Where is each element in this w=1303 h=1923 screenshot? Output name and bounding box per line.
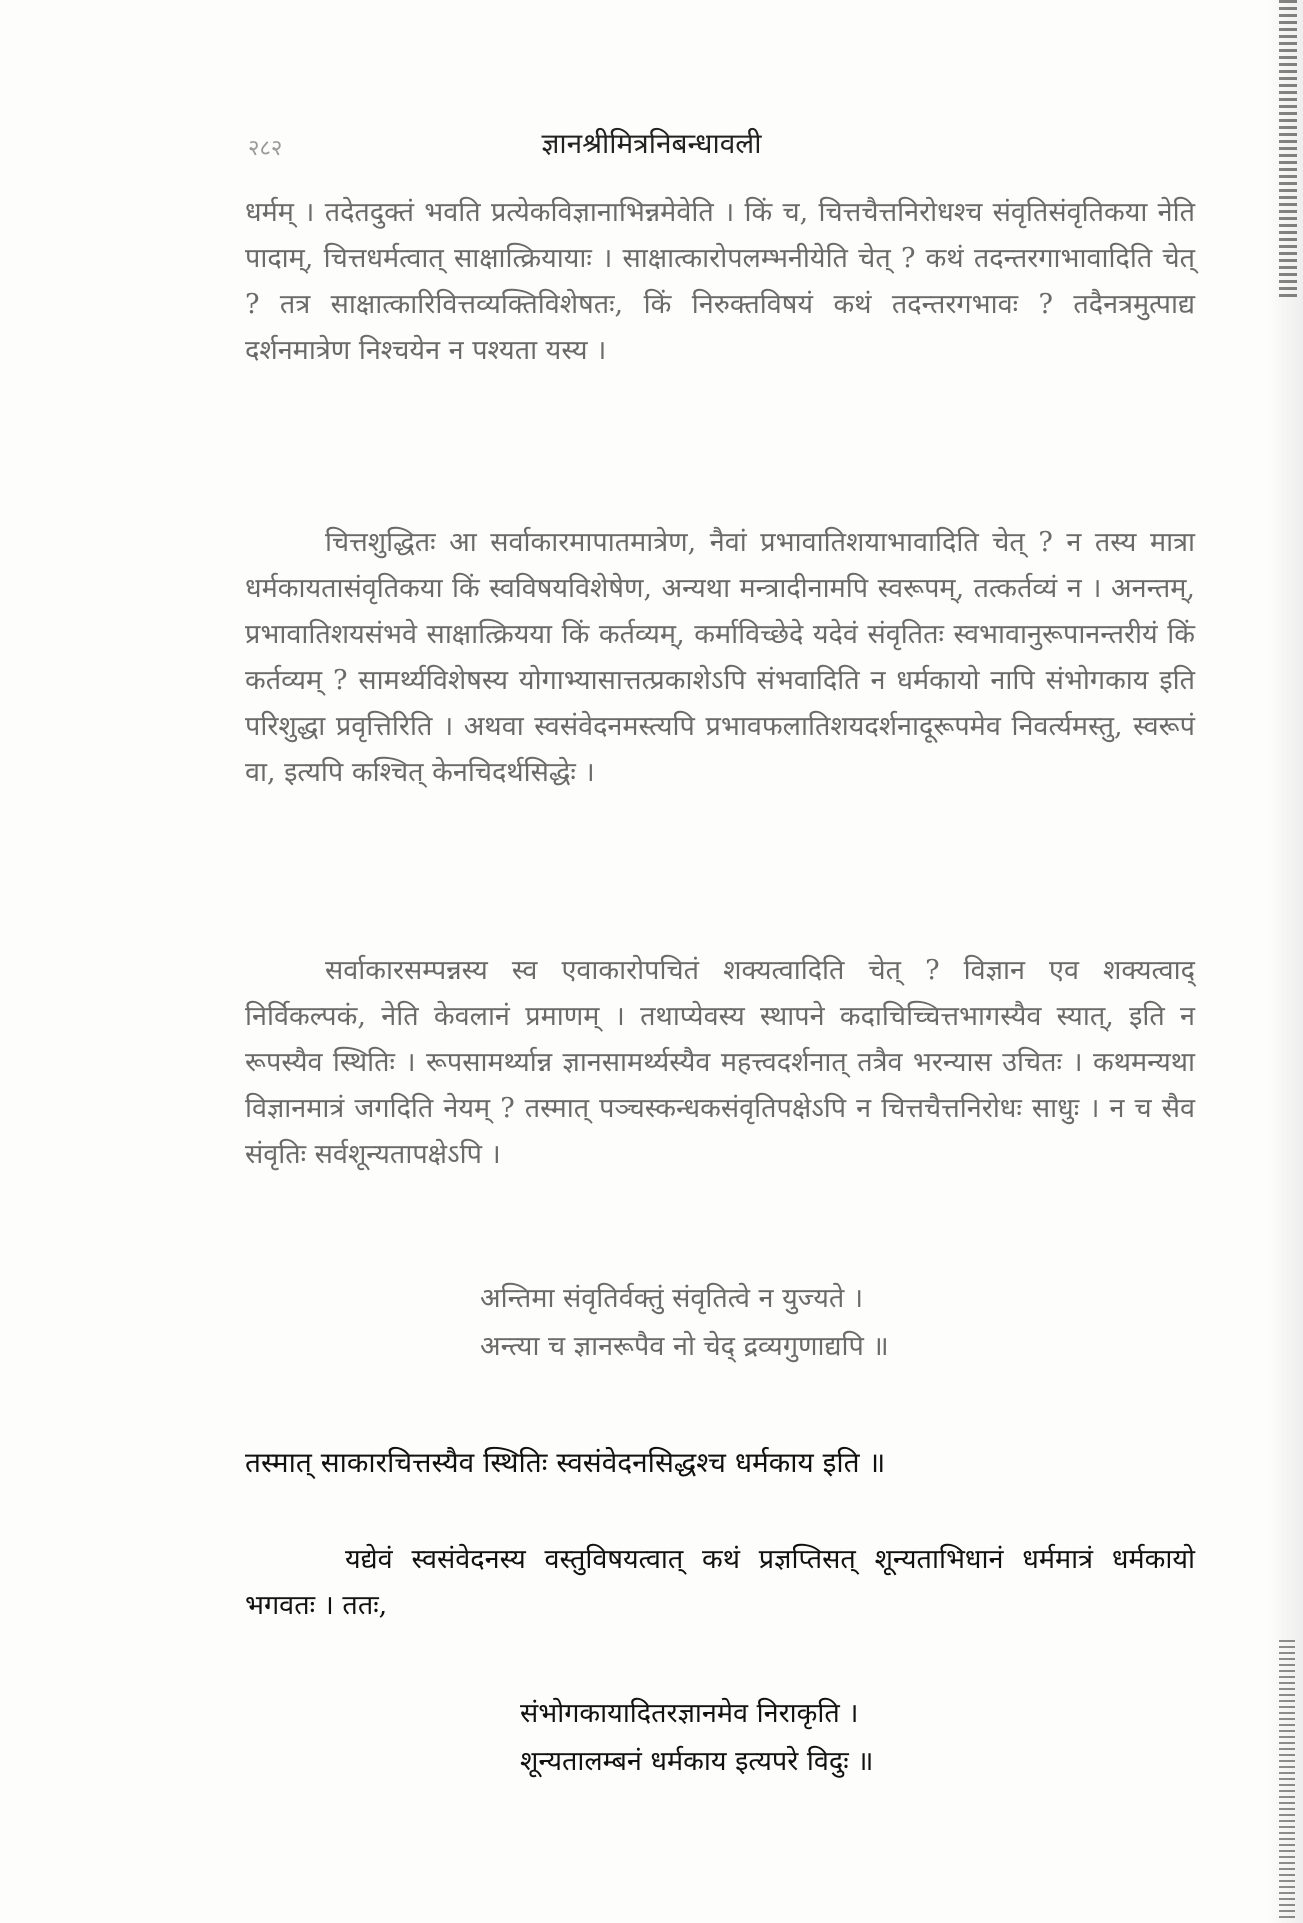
verse-2 <box>520 1690 1303 1786</box>
verse-1 <box>480 1275 1303 1371</box>
verse-1-line-1: अन्तिमा संवृतिर्वक्तुं संवृतित्वे न युज्यते । <box>480 1283 864 1314</box>
paragraph-3: सर्वाकारसम्पन्नस्य स्व एवाकारोपचितं शक्यत्वादिति चेत् ? विज्ञान एव शक्यत्वाद् निर्विकल्पकं, नेति केवलानं प्रमाणम् । तथाप्येवस्य स्थापने कदाचिच्चित्तभागस्यैव स्यात्, इति न रूपस्यैव स्थितिः । रूपसामर्थ्यान्न ज्ञानसामर्थ्यस्यैव महत्त्वदर्शनात् तत्रैव भरन्यास उचितः । कथमन्यथा विज्ञानमात्रं जगदिति नेयम् ? तस्मात् पञ्चस्कन्धकसंवृतिपक्षेऽपि न चित्तचैत्तनिरोधः साधुः । न च सैव संवृतिः सर्वशून्यतापक्षेऽपि । <box>245 955 1195 1170</box>
paragraph-1: धर्मम् । तदेतदुक्तं भवति प्रत्येकविज्ञानाभिन्नमेवेति । किं च, चित्तचैत्तनिरोधश्च संवृतिसंवृतिकया नेति पादाम्, चित्तधर्मत्वात् साक्षात्क्रियायाः । साक्षात्कारोपलम्भनीयेति चेत् ? कथं तदन्तरगाभावादिति चेत् ? तत्र साक्षात्कारिवित्तव्यक्तिविशेषतः, किं निरुक्तविषयं कथं तदन्तरगभावः ? तदैनत्रमुत्पाद्य दर्शनमात्रेण निश्चयेन न पश्यता यस्य । <box>245 197 1195 366</box>
verse-2-line-1: संभोगकायादितरज्ञानमेव निराकृति । <box>520 1698 859 1729</box>
verse-1-line-2: अन्त्या च ज्ञानरूपैव नो चेद् द्रव्यगुणाद्यपि ॥ <box>480 1331 889 1362</box>
paragraph-2: चित्तशुद्धितः आ सर्वाकारमापातमात्रेण, नैवां प्रभावातिशयाभावादिति चेत् ? न तस्य मात्रा धर्मकायतासंवृतिकया किं स्वविषयविशेषेण, अन्यथा मन्त्रादीनामपि स्वरूपम्, तत्कर्तव्यं न । अनन्तम्, प्रभावातिशयसंभवे साक्षात्क्रियया किं कर्तव्यम्, कर्माविच्छेदे यदेवं संवृतितः स्वभावानुरूपानन्तरीयं किं कर्तव्यम् ? सामर्थ्यविशेषस्य योगाभ्यासात्तत्प्रकाशेऽपि संभवादिति न धर्मकायो नापि संभोगकाय इति परिशुद्धा प्रवृत्तिरिति । अथवा स्वसंवेदनमस्त्यपि प्रभावफलातिशयदर्शनादूरूपमेव निवर्त्यमस्तु, स्वरूपं वा, इत्यपि कश्चित् केनचिदर्थसिद्धेः । <box>245 527 1195 788</box>
paragraph-4: यद्येवं स्वसंवेदनस्य वस्तुविषयत्वात् कथं प्रज्ञप्तिसत् शून्यताभिधानं धर्ममात्रं धर्मकायो भगवतः । ततः, <box>245 1544 1195 1621</box>
running-head-title: ज्ञानश्रीमित्रनिबन्धावली <box>541 127 762 160</box>
verse-2-line-2: शून्यतालम्बनं धर्मकाय इत्यपरे विदुः ॥ <box>520 1746 874 1777</box>
conclusion-line: तस्मात् साकारचित्तस्यैव स्थितिः स्वसंवेदनसिद्धश्च धर्मकाय इति ॥ <box>245 1446 886 1479</box>
page-number: २८२ <box>248 136 283 161</box>
